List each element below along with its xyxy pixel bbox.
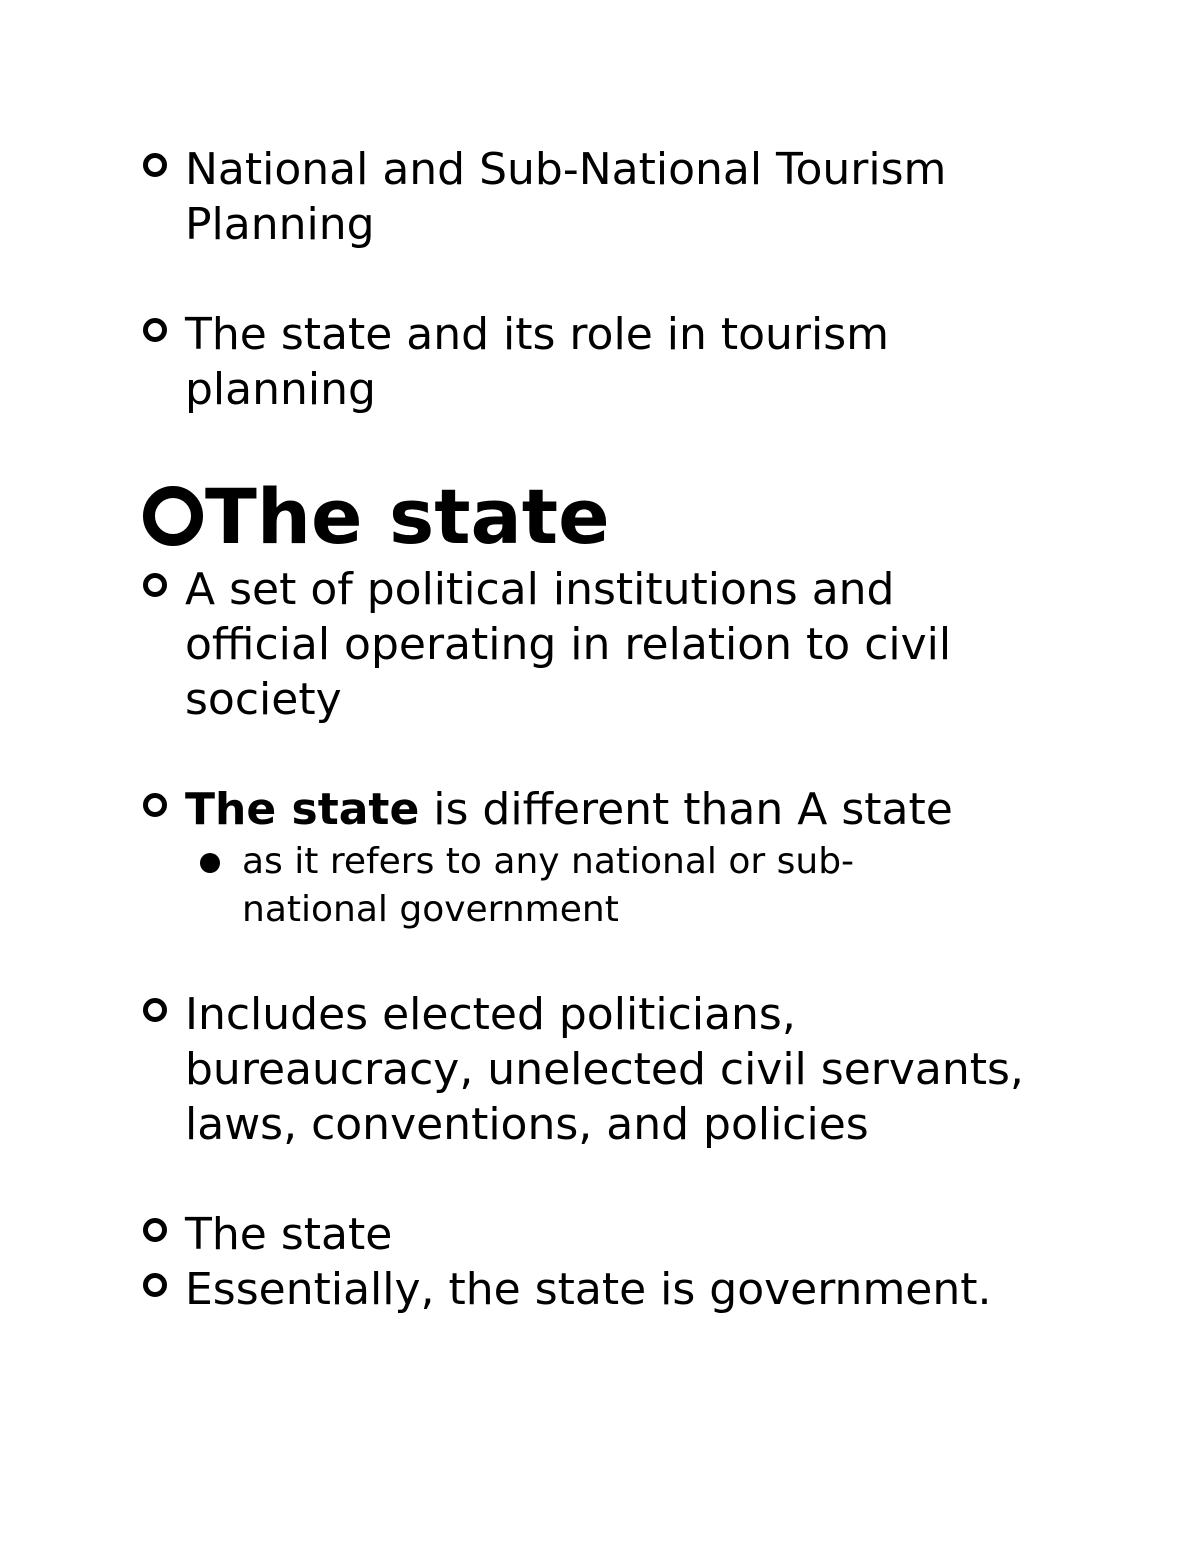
bullet-item-includes: [143, 987, 1043, 1152]
hollow-circle-bullet-icon: [143, 1218, 167, 1242]
bullet-text: The state: [185, 1209, 393, 1260]
bullet-item-tourism-planning: [143, 142, 1043, 252]
bullet-text-rest: is different than A state: [419, 784, 953, 835]
sub-bullet-text: as it refers to any national or sub-national government: [242, 841, 855, 930]
hollow-circle-bullet-icon: [143, 793, 167, 817]
hollow-circle-bullet-icon: [143, 318, 167, 342]
bullet-text: The state and its role in tourism planning: [185, 309, 889, 415]
bullet-item-the-vs-a-state: [143, 782, 1043, 837]
bullet-text: A set of political institutions and official operating in relation to civil society: [185, 564, 952, 725]
hollow-circle-bullet-icon: [143, 998, 167, 1022]
hollow-circle-bullet-icon: [143, 486, 203, 546]
bullet-text: [185, 782, 1043, 837]
sub-bullet-item: [200, 838, 960, 934]
bullet-item-essentially: [143, 1262, 1143, 1317]
bold-term: The state: [185, 784, 420, 835]
heading-text: The state: [205, 472, 610, 561]
bullet-text: Includes elected politicians, bureaucracy, unelected civil servants, laws, conventions, and policies: [185, 989, 1024, 1150]
bullet-item-the-state: [143, 1207, 1043, 1262]
hollow-circle-bullet-icon: [143, 573, 167, 597]
bullet-text: Essentially, the state is government.: [185, 1264, 992, 1315]
bullet-item-definition: [143, 562, 1043, 727]
hollow-circle-bullet-icon: [143, 153, 167, 177]
bullet-item-state-role: [143, 307, 1043, 417]
hollow-circle-bullet-icon: [143, 1273, 167, 1297]
section-heading: [143, 472, 610, 562]
bullet-text: National and Sub-National Tourism Planning: [185, 144, 947, 250]
filled-circle-bullet-icon: [200, 853, 220, 873]
